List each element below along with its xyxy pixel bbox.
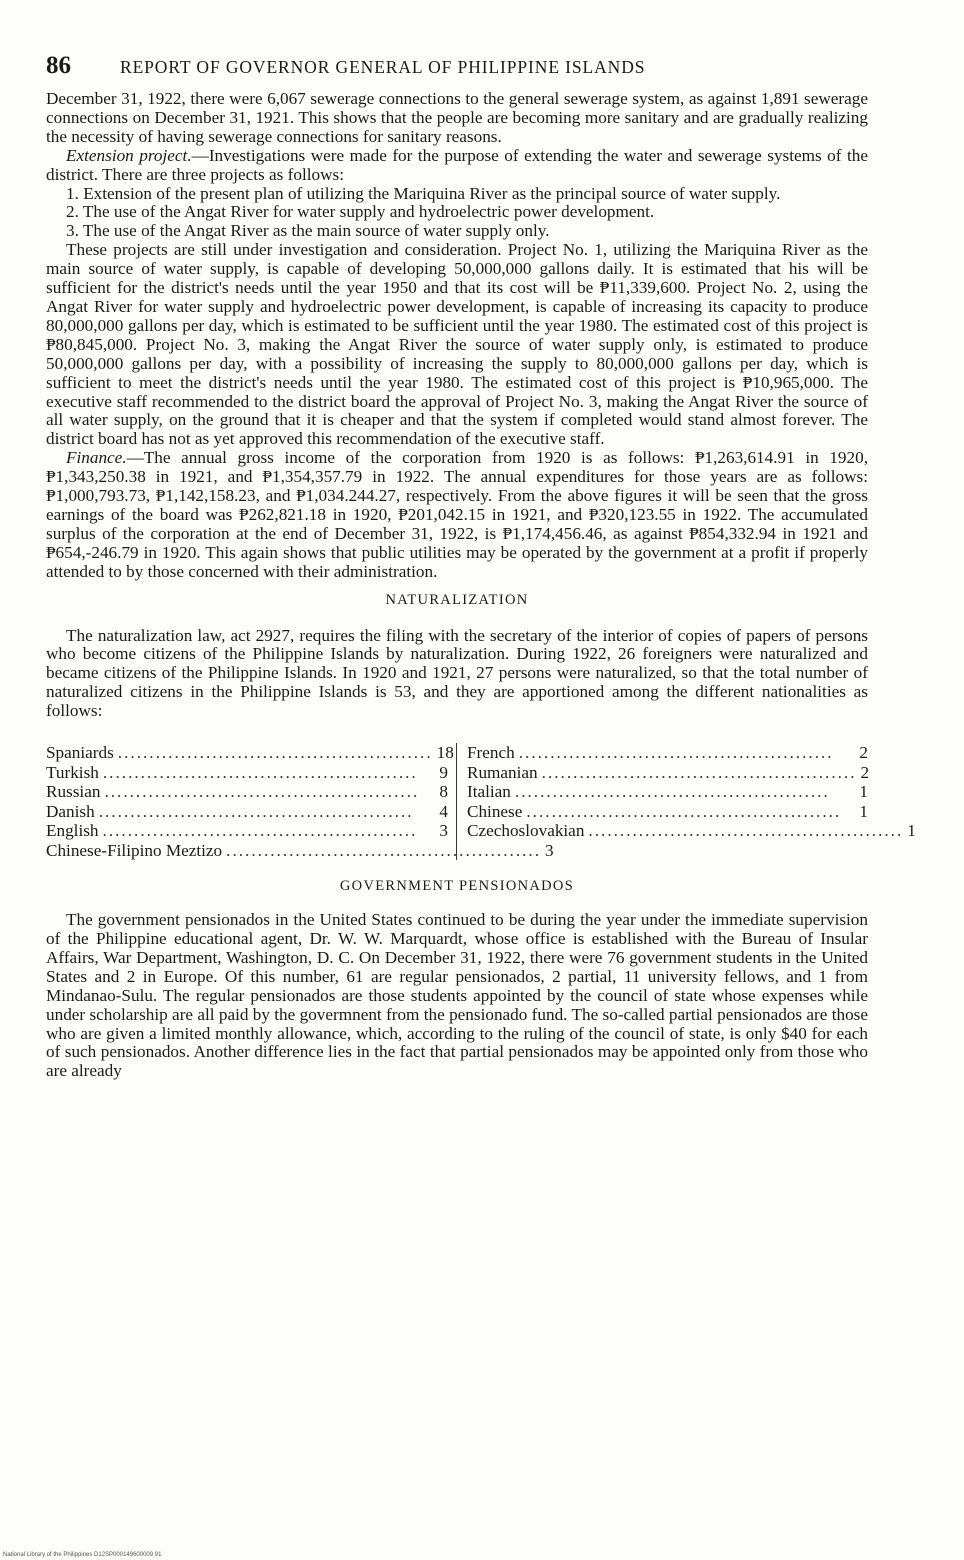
page-header xyxy=(46,52,868,90)
leader-dots: .................................................. xyxy=(117,743,433,763)
leader-dots: .................................................. xyxy=(518,743,834,763)
nationality-name: Italian xyxy=(467,782,511,802)
paragraph-naturalization: The naturalization law, act 2927, requires the filing with the secretary of the interior of copies of papers of persons who become citizens of the Philippine Islands by naturalization. During 1922, 26 foreigners were naturalized and became citizens of the Philippine Islands. In 1920 and 1921, 27 persons were naturalized, so that the total number of naturalized citizens in the Philippine Islands is 53, and they are apportioned among the different nationalities as follows: xyxy=(46,625,868,721)
nationality-name: French xyxy=(467,743,515,763)
nationality-count: 3 xyxy=(545,840,554,860)
nationality-name: Rumanian xyxy=(467,762,538,782)
table-row xyxy=(467,743,868,763)
table-row xyxy=(46,782,448,802)
nationality-count: 1 xyxy=(859,801,868,821)
table-row xyxy=(46,821,448,841)
paragraph-projects: These projects are still under investigation and consideration. Project No. 1, utilizing the Mariquina River as the main source of water supply, is capable of developing 50,000,000 gallons daily. It is estimated that his will be sufficient for the district's needs until the year 1950 and that its cost will be ₱11,339,600. Project No. 2, using the Angat River for water supply and hydroelectric power development, is capable of increasing its capacity to produce 80,000,000 gallons per day, which is estimated to be sufficient until the year 1980. The estimated cost of this project is ₱80,845,000. Project No. 3, making the Angat River the source of water supply only, is estimated to produce 50,000,000 gallons per day, with a possibility of increasing the supply to 80,000,000 gallons per day, which is sufficient to meet the district's needs until the year 1980. The estimated cost of this project is ₱10,965,000. The executive staff recommended to the district board the approval of Project No. 3, making the Angat River the source of all water supply, on the ground that it is cheaper and that the system if completed would stand almost forever. The district board has not as yet approved this recommendation of the executive staff. xyxy=(46,240,868,449)
nationality-table xyxy=(46,743,916,860)
nationality-count: 18 xyxy=(436,743,454,763)
paragraph-sewerage: December 31, 1922, there were 6,067 sewerage connections to the general sewerage system, as against 1,891 sewerage connections on December 31, 1921. This shows that the people are becoming more sanitary and are gradually realizing the necessity of having sewerage connections for sanitary reasons. xyxy=(46,89,868,146)
leader-dots: .................................................. xyxy=(541,762,857,782)
finance-lead: Finance. xyxy=(66,448,127,468)
nationality-count: 3 xyxy=(439,821,448,841)
naturalization-heading: NATURALIZATION xyxy=(385,591,529,608)
paragraph-pensionados: The government pensionados in the United States continued to be during the year under the immediate supervision of the Philippine educational agent, Dr. W. W. Marquardt, whose office is established with the Bureau of Insular Affairs, War Department, Washington, D. C. On December 31, 1922, there were 76 government students in the United States and 2 in Europe. Of this number, 61 are regular pensionados, 2 partial, 11 university fellows, and 1 from Mindanao-Sulu. The regular pensionados are those students appointed by the council of state whose expenses while under scholarship are all paid by the govermnent from the pensionado fund. The so-called partial pensionados are those who are given a limited monthly allowance, which, according to the ruling of the council of state, is only $40 for each of such pensionados. Another difference lies in the fact that partial pensionados may be appointed only from those who are already xyxy=(46,910,868,1081)
nationality-count: 2 xyxy=(860,762,870,782)
document-page xyxy=(46,52,916,1081)
nationality-name: Chinese-Filipino Meztizo xyxy=(46,840,223,860)
page-number: 86 xyxy=(46,52,71,79)
table-row xyxy=(467,763,868,783)
leader-dots: .................................................. xyxy=(226,840,541,860)
project-item-2: 2. The use of the Angat River for water supply and hydroelectric power development. xyxy=(66,202,655,222)
library-footer: National Library of the Philippines D12SP000149600009 91 xyxy=(3,1552,162,1558)
nationality-name: Danish xyxy=(46,801,95,821)
table-row xyxy=(467,782,868,802)
table-row xyxy=(467,802,868,822)
extension-lead: Extension project. xyxy=(66,145,192,165)
nationality-count: 9 xyxy=(439,762,448,782)
project-item-1: 1. Extension of the present plan of utilizing the Mariquina River as the principal source of water supply. xyxy=(66,183,781,203)
table-row xyxy=(467,821,916,841)
nationality-count: 1 xyxy=(859,782,868,802)
nationality-name: Spaniards xyxy=(46,743,114,763)
leader-dots: .................................................. xyxy=(514,782,830,802)
project-item-3: 3. The use of the Angat River as the main source of water supply only. xyxy=(66,221,550,241)
nationality-name: Czechoslovakian xyxy=(467,821,585,841)
nationality-name: Russian xyxy=(46,782,101,802)
table-row xyxy=(46,743,454,763)
nationality-count: 1 xyxy=(907,821,916,841)
pensionados-heading: GOVERNMENT PENSIONADOS xyxy=(339,878,575,895)
nationality-name: Turkish xyxy=(46,762,99,782)
running-title: REPORT OF GOVERNOR GENERAL OF PHILIPPINE ISLANDS xyxy=(120,57,646,77)
nationality-name: English xyxy=(46,821,99,841)
leader-dots: .................................................. xyxy=(526,801,842,821)
table-row xyxy=(46,763,448,783)
nationality-count: 4 xyxy=(439,801,448,821)
nationality-count: 8 xyxy=(439,782,448,802)
leader-dots: .................................................. xyxy=(102,762,418,782)
nationality-column-right xyxy=(457,743,916,860)
extension-text: —Investigations were made for the purpose of extending the water and sewerage systems of the district. There are three projects as follows: xyxy=(46,145,868,184)
paragraph-extension xyxy=(46,147,868,185)
leader-dots: .................................................. xyxy=(104,782,420,802)
finance-text: —The annual gross income of the corporation from 1920 is as follows: ₱1,263,614.91 in 1920, ₱1,343,250.38 in 1921, and ₱1,354,357.79 in 1922. The annual expenditures for those years are as follows: ₱1,000,793.73, ₱1,142,158.23, and ₱1,034.244.27, respectively. From the above figures it will be seen that the gross earnings of the board was ₱262,821.18 in 1920, ₱201,042.15 in 1921, and ₱320,123.55 in 1922. The accumulated surplus of the corporation at the end of December 31, 1922, is ₱1,174,456.46, as against ₱854,332.94 in 1921 and ₱654,-246.79 in 1920. This again shows that public utilities may be operated by the government at a profit if properly attended to by those concerned with their administration. xyxy=(46,448,868,581)
leader-dots: .................................................. xyxy=(588,821,904,841)
table-row xyxy=(46,840,554,861)
leader-dots: .................................................. xyxy=(98,801,414,821)
nationality-name: Chinese xyxy=(467,801,523,821)
nationality-count: 2 xyxy=(859,743,868,763)
table-row xyxy=(46,802,448,822)
leader-dots: .................................................. xyxy=(102,821,418,841)
paragraph-finance xyxy=(46,449,868,581)
